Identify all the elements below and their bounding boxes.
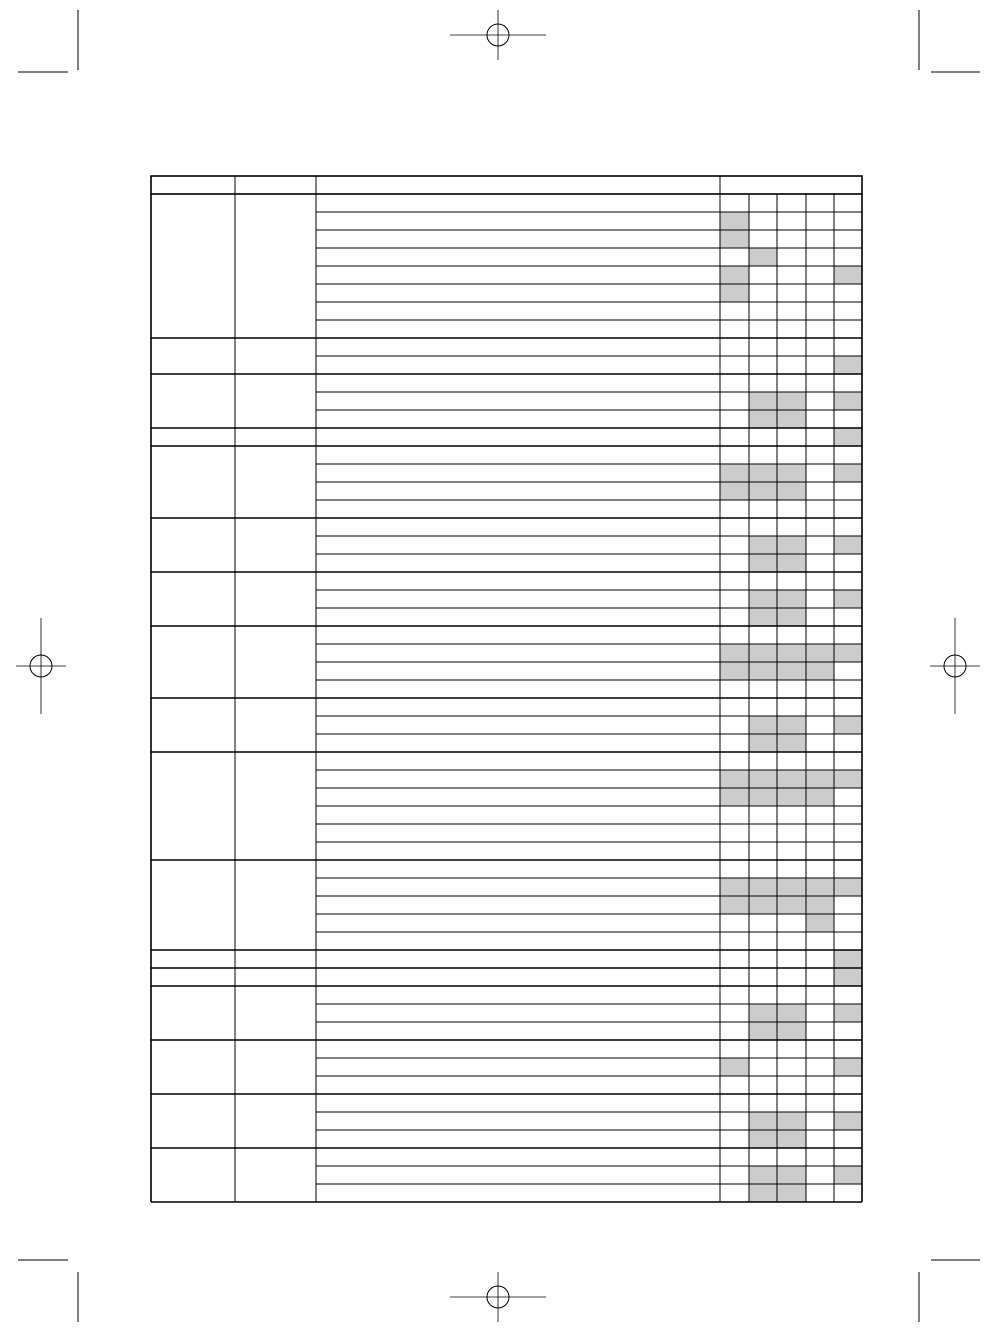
shaded-cell [834, 464, 862, 482]
shaded-cell [834, 428, 862, 446]
registration-target-icon [930, 618, 980, 714]
shaded-cell [834, 950, 862, 968]
shaded-cell [749, 248, 777, 266]
registration-target-icon [16, 618, 66, 714]
table-header-row [151, 176, 862, 194]
shaded-cell [834, 878, 862, 896]
shaded-cell [834, 356, 862, 374]
shaded-cell [806, 878, 834, 932]
shaded-cell [834, 266, 862, 284]
shaded-cell [834, 536, 862, 554]
shaded-cell [834, 1058, 862, 1076]
table-shading [720, 212, 862, 1202]
registration-target-icon [450, 10, 546, 60]
table-grid-lines [151, 194, 862, 1202]
shaded-cell [834, 1004, 862, 1022]
shaded-cell [834, 590, 862, 608]
shaded-cell [834, 968, 862, 986]
shaded-cell [834, 1112, 862, 1130]
shaded-grid-table [151, 176, 862, 1202]
shaded-cell [834, 770, 862, 788]
shaded-cell [834, 1166, 862, 1184]
shaded-cell [834, 392, 862, 410]
registration-target-icon [450, 1272, 546, 1322]
shaded-cell [834, 644, 862, 662]
header-border [151, 176, 862, 194]
shaded-cell [720, 1058, 749, 1076]
shaded-cell [834, 716, 862, 734]
